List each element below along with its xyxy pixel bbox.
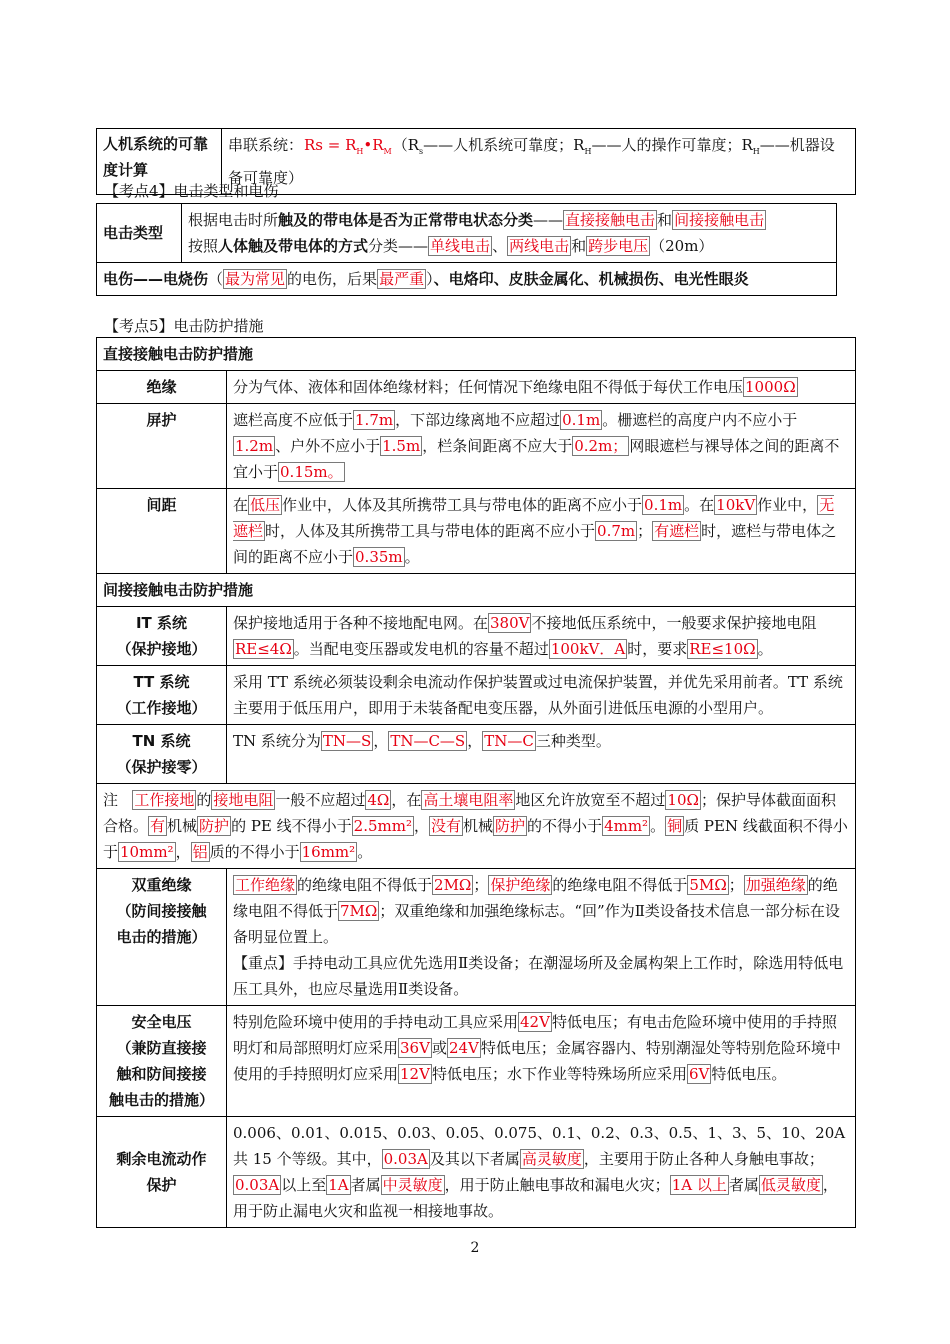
row-content <box>227 725 856 784</box>
row-content <box>182 204 837 263</box>
highlight: 间接接触电击 <box>674 211 765 229</box>
highlight: 高土壤电阻率 <box>423 791 514 809</box>
key-point: 【重点】手持电动工具应优先选用Ⅱ类设备；在潮湿场所及金属构架上工作时，除选用特低电压工具外，也应尽量选用Ⅱ类设备。 <box>233 954 844 998</box>
text: 遮栏高度不应低于 <box>233 411 354 429</box>
label-line: IT 系统 <box>135 614 188 632</box>
table-row <box>97 666 856 725</box>
text: ，用于防止触电事故和漏电火灾； <box>444 1176 670 1194</box>
highlight: 10Ω <box>667 791 699 809</box>
formula-part: Rs = R <box>304 136 357 154</box>
highlight: 加强绝缘 <box>745 876 806 894</box>
highlight: 2.5mm² <box>353 817 412 835</box>
highlight: 0.1m <box>644 496 683 514</box>
text: ； <box>728 876 744 894</box>
highlight: TN—S <box>322 732 372 750</box>
row-label: 间距 <box>97 489 227 574</box>
table-row <box>97 404 856 489</box>
text: 的电伤，后果 <box>287 270 378 288</box>
text: 一般不应超过 <box>275 791 366 809</box>
row-content <box>222 129 856 195</box>
highlight: 低压 <box>250 496 281 514</box>
note-row <box>97 784 856 869</box>
bold-text: 触及的带电体是否为正常带电状态分类 <box>278 211 534 229</box>
electric-injury-row <box>97 263 837 296</box>
highlight: 跨步电压 <box>588 237 649 255</box>
text: 、户外不应小于 <box>275 437 381 455</box>
text: ，用于防止漏电火灾和监视一相接地事故。 <box>233 1176 838 1220</box>
text: 及其以下者属 <box>429 1150 520 1168</box>
text: 、 <box>492 237 508 255</box>
table-row <box>97 869 856 1006</box>
text: （R <box>392 136 420 154</box>
row-content <box>227 404 856 489</box>
highlight: 最严重 <box>379 270 425 288</box>
highlight: TN—C—S <box>390 732 466 750</box>
text: ——机器设备可靠度） <box>228 136 835 187</box>
text: 。 <box>357 843 373 861</box>
label-line: （保护接地） <box>116 640 207 658</box>
table-row <box>97 263 837 296</box>
highlight: 1.5m <box>382 437 421 455</box>
line <box>188 233 830 259</box>
highlight: 低灵敏度 <box>760 1176 821 1194</box>
highlight: 工作绝缘 <box>235 876 296 894</box>
text: ，在 <box>391 791 422 809</box>
highlight: 1A <box>328 1176 349 1194</box>
line <box>188 207 830 233</box>
text: 特低电压；水下作业等特殊场所应采用 <box>431 1065 687 1083</box>
highlight: 保护绝缘 <box>490 876 551 894</box>
row-label: 电击类型 <box>97 204 182 263</box>
label-line: 安全电压 <box>131 1013 192 1031</box>
highlight: 36V <box>400 1039 430 1057</box>
text: 注 <box>103 791 119 809</box>
label-line: （保护接零） <box>116 758 207 776</box>
bold-text: 电伤——电烧伤 <box>103 270 209 288</box>
highlight: 1.7m <box>355 411 394 429</box>
row-content <box>227 489 856 574</box>
row-label: 人机系统的可靠度计算 <box>97 129 222 195</box>
section-heading-4: 【考点4】电击类型和电伤 <box>104 182 279 200</box>
highlight: 无遮栏 <box>233 496 835 540</box>
highlight: 6V <box>688 1065 710 1083</box>
label-line: 电击的措施） <box>116 928 207 946</box>
highlight: 防护 <box>495 817 526 835</box>
highlight: 有 <box>150 817 166 835</box>
highlight: 7MΩ <box>340 902 378 920</box>
text: ；保护导体截面面积合格。 <box>103 791 836 835</box>
table-row <box>97 204 837 263</box>
text: ， <box>175 843 191 861</box>
text: 者属 <box>728 1176 759 1194</box>
highlight: TN—C <box>484 732 534 750</box>
highlight: 0.35m <box>355 548 403 566</box>
text: 的不得小于 <box>527 817 603 835</box>
highlight: 380V <box>490 614 530 632</box>
text: 在 <box>233 496 249 514</box>
text: 质的不得小于 <box>209 843 300 861</box>
text: ，栏条间距离不应大于 <box>422 437 573 455</box>
subscript: H <box>356 147 364 156</box>
text: ， <box>373 732 389 750</box>
text: 。 <box>650 817 666 835</box>
text: ；双重绝缘和加强绝缘标志。“回”作为Ⅱ类设备技术信息一部分标在设备明显位置上。 <box>233 902 840 946</box>
text: 分类—— <box>368 237 429 255</box>
row-label <box>97 607 227 666</box>
text: 质 PEN 线截面积不得小于 <box>103 817 848 861</box>
text: ， <box>467 732 483 750</box>
text: 串联系统： <box>228 136 304 154</box>
row-label <box>97 869 227 1006</box>
label-line: 触和防间接接 <box>116 1065 207 1083</box>
label-line: 剩余电流动作 <box>116 1150 207 1168</box>
text: 分为气体、液体和固体绝缘材料；任何情况下绝缘电阻不得低于每伏工作电压 <box>233 378 744 396</box>
table-row <box>97 607 856 666</box>
text: TN 系统分为 <box>233 732 321 750</box>
table-row <box>97 338 856 371</box>
text: 的 <box>196 791 212 809</box>
highlight: 16mm² <box>301 843 356 861</box>
text: 和 <box>571 237 587 255</box>
protection-table <box>96 337 856 1228</box>
highlight: 0.15m。 <box>280 463 343 481</box>
text: 时，要求 <box>627 640 688 658</box>
direct-header: 直接接触电击防护措施 <box>97 338 856 371</box>
section-heading-5: 【考点5】电击防护措施 <box>104 317 264 335</box>
highlight: 接地电阻 <box>213 791 274 809</box>
highlight: 0.7m <box>597 522 636 540</box>
text: 的绝缘电阻不得低于 <box>552 876 688 894</box>
highlight: 铜 <box>667 817 683 835</box>
text: 特低电压。 <box>711 1065 787 1083</box>
label-line: （兼防直接接 <box>116 1039 207 1057</box>
bold-text: 、电烙印、皮肤金属化、机械损伤、电光性眼炎 <box>433 270 749 288</box>
table-row <box>97 371 856 404</box>
text: 机械 <box>167 817 198 835</box>
highlight: 最为常见 <box>225 270 286 288</box>
highlight: 10kV <box>716 496 756 514</box>
row-content <box>227 371 856 404</box>
row-content <box>227 607 856 666</box>
text: 以上至 <box>281 1176 327 1194</box>
highlight: 中灵敏度 <box>382 1176 443 1194</box>
table-row <box>97 784 856 869</box>
subscript: M <box>383 147 392 156</box>
formula <box>303 136 393 154</box>
row-label <box>97 1006 227 1117</box>
indirect-header: 间接接触电击防护措施 <box>97 574 856 607</box>
formula-dot: • <box>363 136 373 154</box>
text: 。当配电变压器或发电机的容量不超过 <box>293 640 549 658</box>
row-content <box>227 1006 856 1117</box>
highlight: 铝 <box>192 843 208 861</box>
table-row <box>97 489 856 574</box>
row-label: 屏护 <box>97 404 227 489</box>
label-line: （工作接地） <box>116 699 207 717</box>
text: ——人的操作可靠度；R <box>591 136 753 154</box>
highlight: 2MΩ <box>434 876 472 894</box>
highlight: RE≤4Ω <box>235 640 292 658</box>
highlight: 5MΩ <box>689 876 727 894</box>
label-line: 保护 <box>146 1176 177 1194</box>
page-number: 2 <box>470 1240 480 1256</box>
text: 网眼遮栏与裸导体之间的距离不宜小于 <box>233 437 840 481</box>
text: ——人机系统可靠度；R <box>423 136 585 154</box>
highlight: 防护 <box>199 817 230 835</box>
text: 0.006、0.01、0.015、0.03、0.05、0.075、0.1、0.2、0.3、0.5、1、3、5、10、20A 共 15 个等级。其中， <box>233 1124 846 1168</box>
highlight: 24V <box>448 1039 479 1057</box>
text: 保护接地适用于各种不接地配电网。在 <box>233 614 489 632</box>
text: （ <box>208 270 224 288</box>
highlight: 0.03A <box>383 1150 428 1168</box>
row-label: 绝缘 <box>97 371 227 404</box>
subscript: H <box>752 147 760 156</box>
highlight: 0.2m； <box>574 437 628 455</box>
bold-text: 人体触及带电体的方式 <box>218 237 369 255</box>
row-label <box>97 725 227 784</box>
subscript: s <box>419 147 424 156</box>
text: 者属 <box>350 1176 381 1194</box>
text: 和 <box>657 211 673 229</box>
highlight: RE≤10Ω <box>689 640 756 658</box>
shock-type-table <box>96 203 837 296</box>
text: 。 <box>404 548 420 566</box>
text: ，下部边缘离地不应超过 <box>395 411 561 429</box>
highlight: 10mm² <box>120 843 174 861</box>
label-line: 触电击的措施） <box>108 1091 214 1109</box>
highlight: 高灵敏度 <box>521 1150 582 1168</box>
text: —— <box>533 211 564 229</box>
paragraph <box>233 872 849 950</box>
text: 按照 <box>188 237 219 255</box>
table-row <box>97 574 856 607</box>
text: 的 PE 线不得小于 <box>231 817 352 835</box>
text: 或 <box>431 1039 447 1057</box>
row-label <box>97 666 227 725</box>
label-line: TT 系统 <box>133 673 190 691</box>
subscript: H <box>584 147 592 156</box>
text: 作业中， <box>757 496 818 514</box>
highlight: 直接接触电击 <box>565 211 656 229</box>
row-content <box>227 869 856 1006</box>
table-row <box>97 725 856 784</box>
text: ） <box>426 270 434 288</box>
text: ； <box>637 522 653 540</box>
highlight: 100kV．A <box>550 640 626 658</box>
text: 时，遮栏与带电体之间的距离不应小于 <box>233 522 837 566</box>
label-line: （防间接接触 <box>116 902 207 920</box>
row-content <box>227 1117 856 1228</box>
text: （20m） <box>650 237 714 255</box>
text: 三种类型。 <box>535 732 611 750</box>
row-label <box>97 1117 227 1228</box>
highlight: 4mm² <box>604 817 649 835</box>
text: ，主要用于防止各种人身触电事故； <box>583 1150 824 1168</box>
text: 。栅遮栏的高度户内不应小于 <box>602 411 798 429</box>
text: 的绝缘电阻不得低于 <box>297 876 433 894</box>
highlight: 1.2m <box>235 437 274 455</box>
text: ； <box>473 876 489 894</box>
label-line: 双重绝缘 <box>131 876 192 894</box>
text: 的绝缘电阻不得低于 <box>233 876 838 920</box>
text: 特低电压；有电击危险环境中使用的手持照明灯和局部照明灯应采用 <box>233 1013 837 1057</box>
text: ， <box>413 817 429 835</box>
text: 根据电击时所 <box>188 211 279 229</box>
text: 地区允许放宽至不超过 <box>515 791 666 809</box>
row-content: 采用 TT 系统必须装设剩余电流动作保护装置或过电流保护装置，并优先采用前者。TT 系统主要用于低压用户，即用于未装备配电变压器，从外面引进低压电源的小型用户。 <box>227 666 856 725</box>
highlight: 0.1m <box>562 411 601 429</box>
highlight: 没有 <box>431 817 462 835</box>
text: 特别危险环境中使用的手持电动工具应采用 <box>233 1013 519 1031</box>
text: 。在 <box>684 496 715 514</box>
text: 时，人体及其所携带工具与带电体的距离不应小于 <box>265 522 596 540</box>
formula-part: R <box>372 136 384 154</box>
highlight: 有遮栏 <box>654 522 700 540</box>
highlight: 工作接地 <box>134 791 195 809</box>
highlight: 1A 以上 <box>671 1176 727 1194</box>
text: 作业中，人体及其所携带工具与带电体的距离不应小于 <box>282 496 643 514</box>
text: 机械 <box>463 817 494 835</box>
highlight: 1000Ω <box>745 378 796 396</box>
highlight: 两线电击 <box>509 237 570 255</box>
highlight: 单线电击 <box>430 237 491 255</box>
text: 。 <box>757 640 773 658</box>
table-row <box>97 1117 856 1228</box>
text: 特低电压；金属容器内、特别潮湿处等特别危险环境中使用的手持照明灯应采用 <box>233 1039 841 1083</box>
highlight: 42V <box>520 1013 550 1031</box>
highlight: 4Ω <box>367 791 390 809</box>
highlight: 12V <box>400 1065 430 1083</box>
text: 不接地低压系统中，一般要求保护接地电阻 <box>531 614 817 632</box>
table-row <box>97 1006 856 1117</box>
label-line: TN 系统 <box>132 732 191 750</box>
highlight: 0.03A <box>235 1176 280 1194</box>
